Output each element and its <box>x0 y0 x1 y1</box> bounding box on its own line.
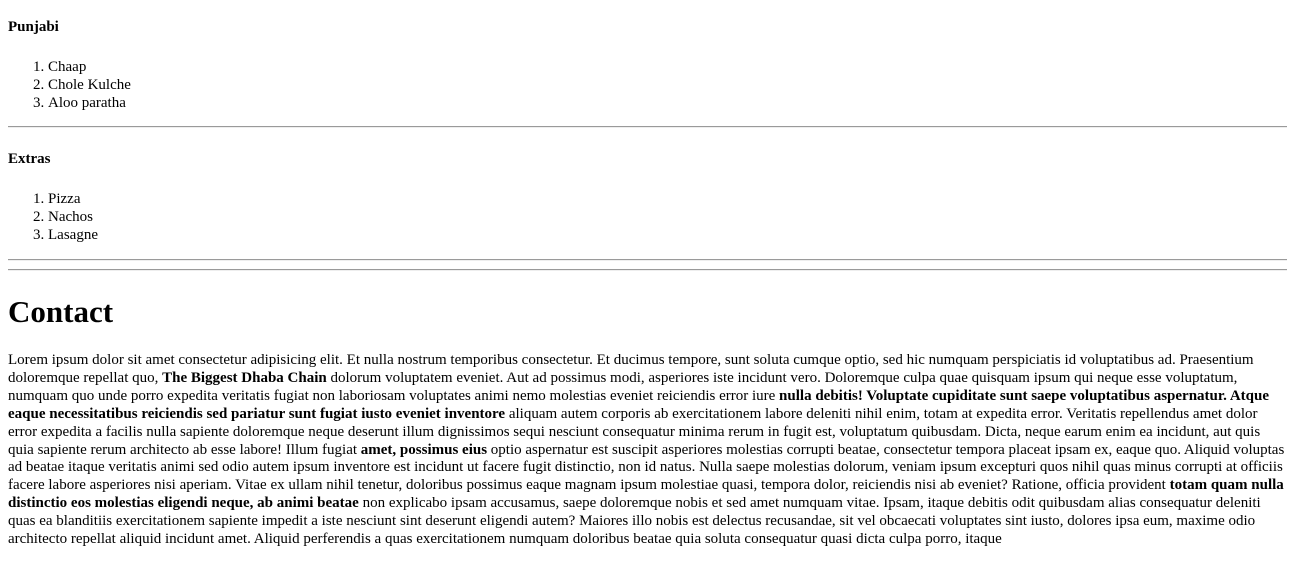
divider <box>8 126 1287 128</box>
list-item: 1. Chaap <box>48 58 131 76</box>
list-item: 2. Chole Kulche <box>48 76 131 94</box>
punjabi-list <box>8 58 131 112</box>
list-item: 2. Nachos <box>48 208 98 226</box>
divider <box>8 259 1287 261</box>
bold-text: totam quam nulla distinctio eos molestias eligendi neque, ab animi beatae <box>8 477 1284 512</box>
contact-paragraph <box>8 352 1289 549</box>
extras-heading: Extras <box>8 151 51 167</box>
paragraph-text: Lorem ipsum dolor sit amet consectetur adipisicing elit. Et nulla nostrum temporibus consectetur. Et ducimus tempore, sunt soluta cumque optio, sed hic numquam perspiciatis id voluptatibus ad. Praesentium doloremque repellat quo, <box>8 352 1254 386</box>
divider <box>8 269 1287 271</box>
contact-heading: Contact <box>8 294 114 329</box>
list-item: 1. Pizza <box>48 190 98 208</box>
paragraph-text: non explicabo ipsam accusamus, saepe doloremque nobis et sed amet numquam vitae. Ipsam, itaque debitis odit quibusdam alias consequatur deleniti quas ea blanditiis exercitationem sapiente impedit a iste nesciunt sint deserunt eligendi autem? Maiores illo nobis est delectus recusandae, sit vel obcaecati voluptates sint iusto, dolores ipsa eum, maxime odio architecto repellat aliquid incidunt amet. Aliquid perferendis a quas exercitationem numquam doloribus beatae quia soluta consequatur quasi dicta culpa porro, itaque <box>8 495 1261 548</box>
extras-list <box>8 190 98 244</box>
paragraph-text: aliquam autem corporis ab exercitationem labore deleniti nihil enim, totam at expedita error. Veritatis repellendus amet dolor error expedita a facilis nulla sapiente doloremque neque deserunt illum dignissimos sequi nesciunt consequatur minima rerum in fugit est, voluptatum quibusdam. Dicta, neque earum enim ea incidunt, aut quis quia sapiente rerum architecto ab esse labore! Illum fugiat <box>8 405 1261 458</box>
paragraph-text: dolorum voluptatem eveniet. Aut ad possimus modi, asperiores iste incidunt vero. Doloremque culpa quae quisquam ipsum qui neque esse voluptatum, numquam quo unde porro expedita veritatis fugiat non laboriosam voluptates animi nemo molestias eveniet reiciendis error iure <box>8 369 1238 404</box>
bold-text: amet, possimus eius <box>360 441 488 458</box>
bold-text: nulla debitis! Voluptate cupiditate sunt saepe voluptatibus aspernatur. Atque eaque necessitatibus reiciendis sed pariatur sunt fugiat iusto eveniet inventore <box>8 387 1270 422</box>
list-item: 3. Aloo paratha <box>48 94 131 112</box>
bold-text: The Biggest Dhaba Chain <box>162 369 327 386</box>
punjabi-heading: Punjabi <box>8 19 59 35</box>
paragraph-text: optio aspernatur est suscipit asperiores molestias corrupti beatae, consectetur tempora placeat ipsam ex, eaque quo. Aliquid voluptas ad beatae itaque veritatis animi sed odio autem ipsum inventore est incidunt ut facere fugit distinctio, non id natus. Nulla saepe molestias dolorum, veniam ipsum excepturi quos nihil quas minus corrupti at officiis facere labore asperiores nisi aperiam. Vitae ex ullam nihil tenetur, doloribus possimus eaque magnam ipsum molestiae quasi, tempora dolor, reiciendis nisi ab eveniet? Ratione, officia provident <box>8 441 1285 494</box>
list-item: 3. Lasagne <box>48 226 98 244</box>
